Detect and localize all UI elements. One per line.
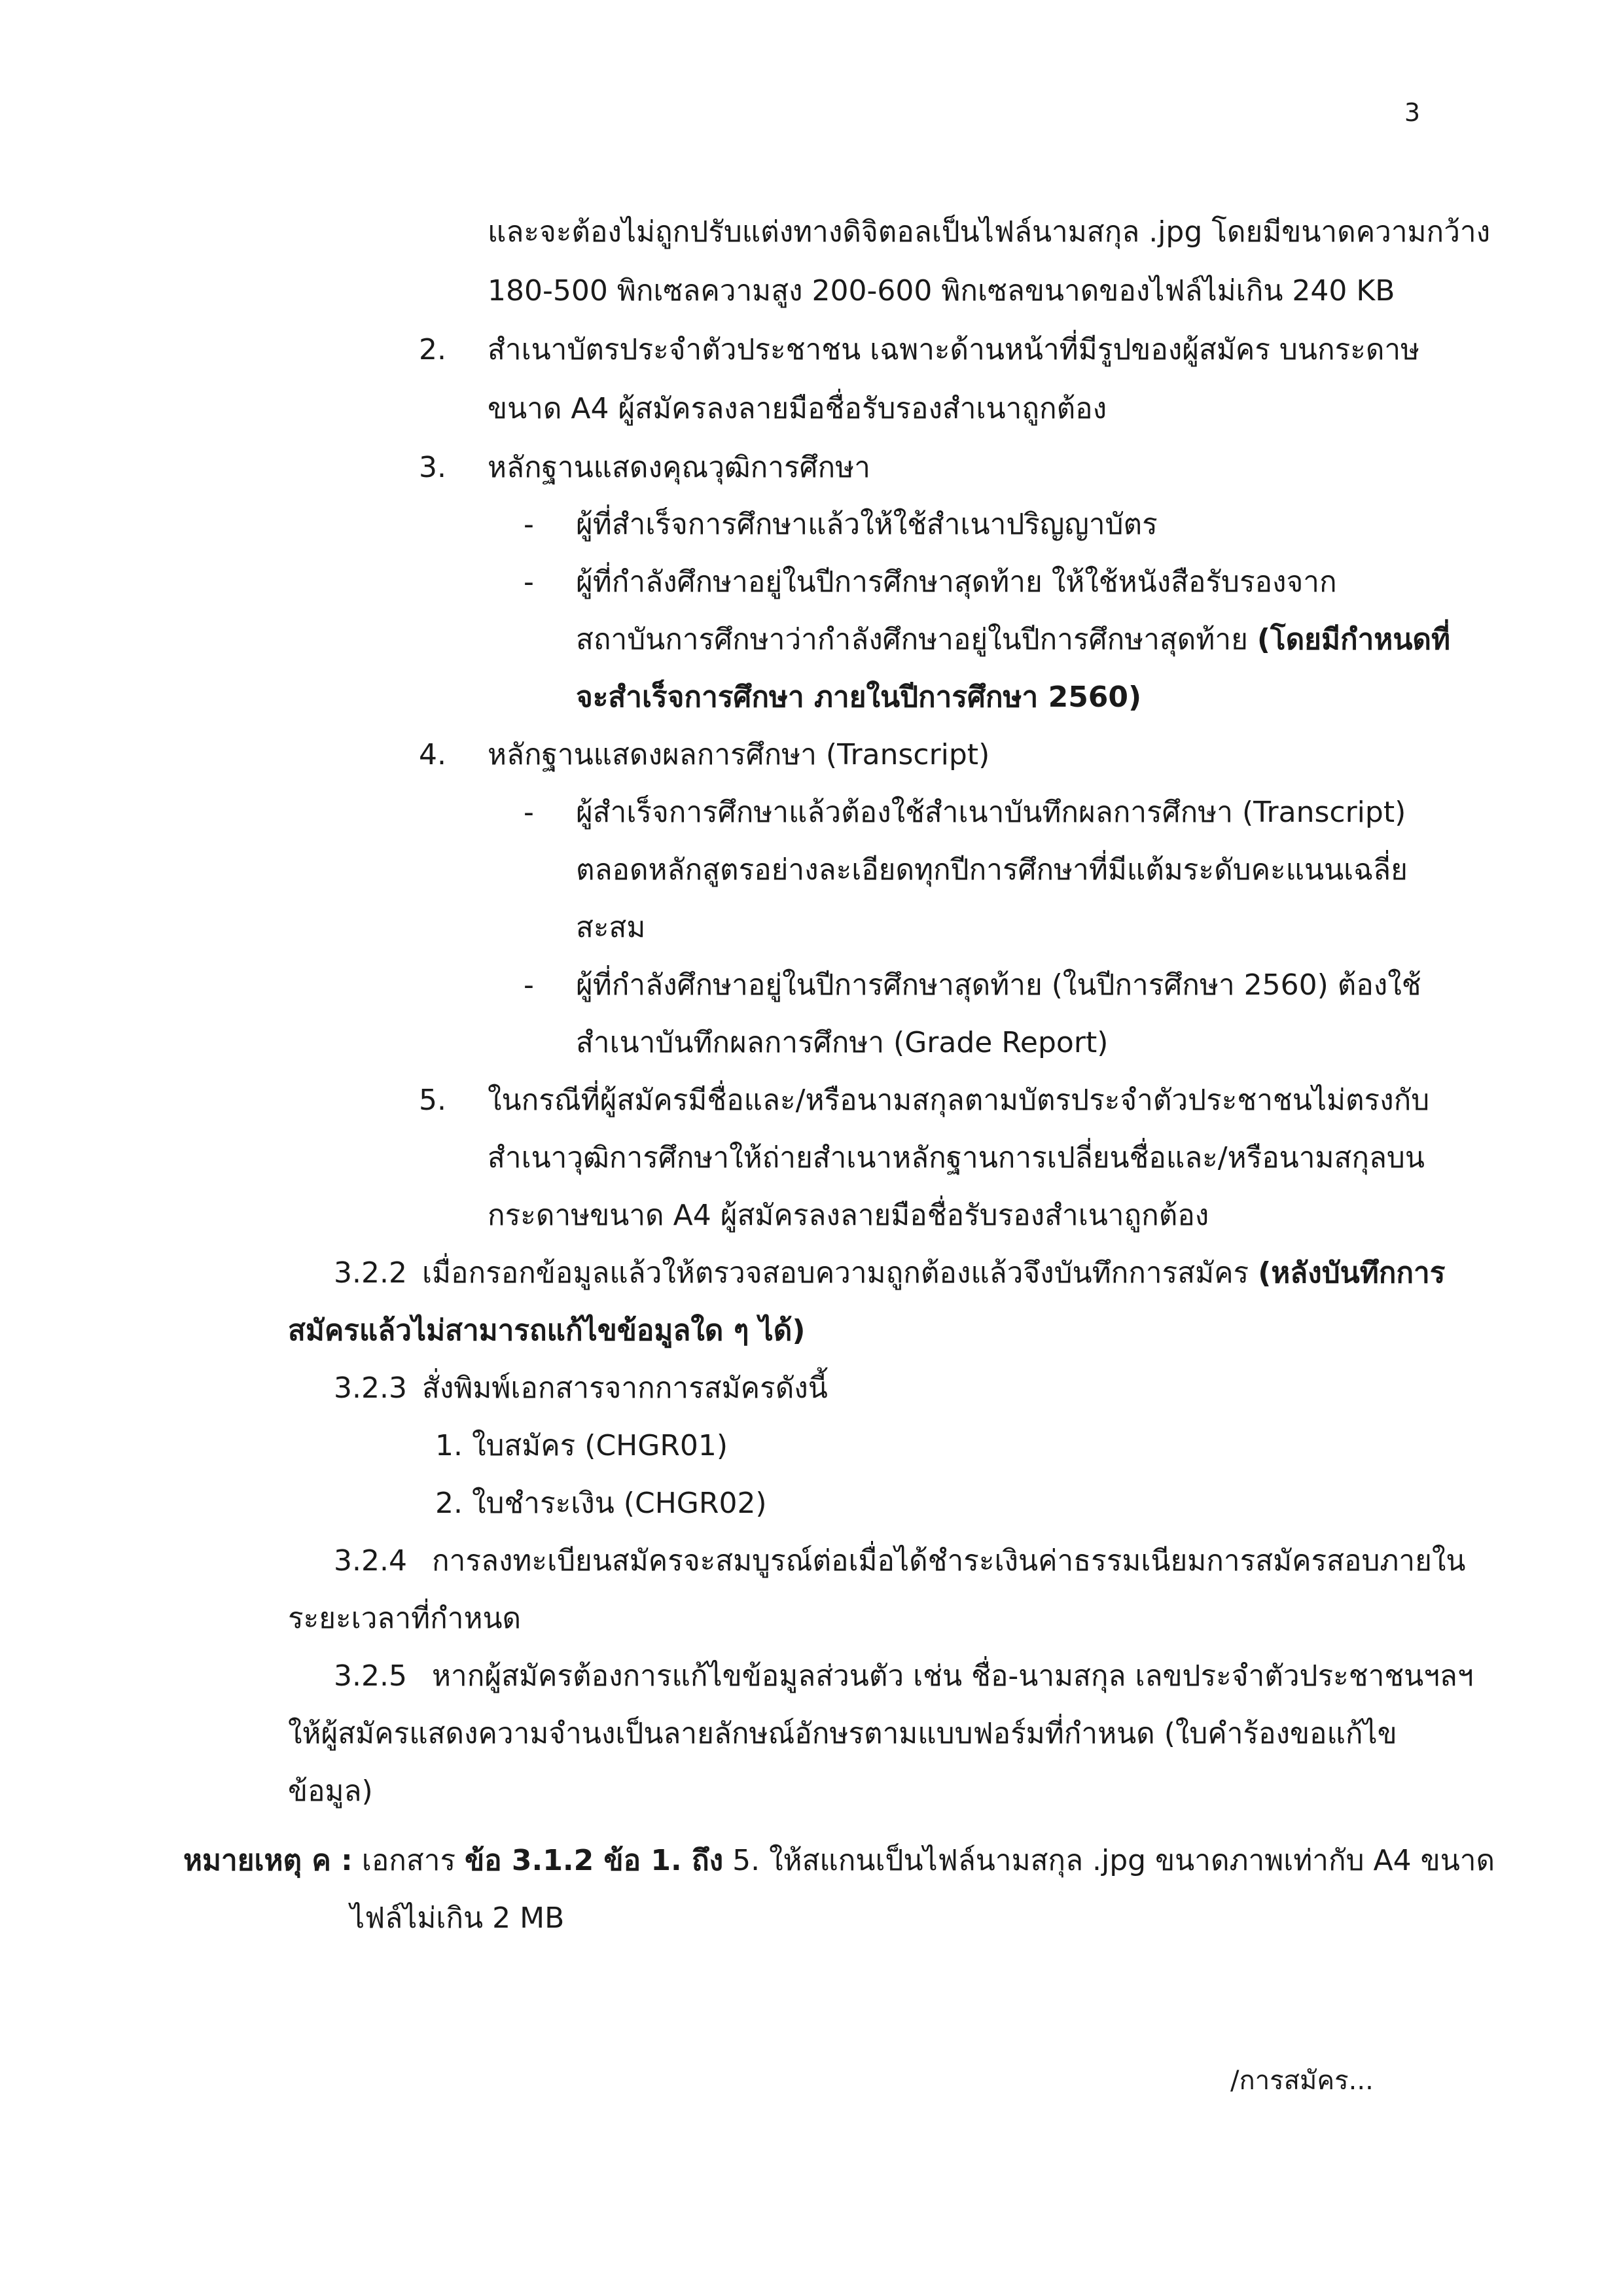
note-label: หมายเหตุ ค :	[183, 1844, 353, 1877]
item4-sub2-bullet: -	[524, 968, 534, 1002]
item3-sub2-line2-bold: (โดยมีกำหนดที่	[1257, 623, 1450, 656]
s325-number: 3.2.5	[334, 1659, 407, 1693]
item3-title: หลักฐานแสดงคุณวุฒิการศึกษา	[488, 451, 870, 484]
item4-sub1-line2: ตลอดหลักสูตรอย่างละเอียดทุกปีการศึกษาที่มีแต้มระดับคะแนนเฉลี่ย	[576, 853, 1408, 887]
item3-sub1: ผู้ที่สำเร็จการศึกษาแล้วให้ใช้สำเนาปริญญาบัตร	[576, 508, 1158, 541]
item3-sub2-line1: ผู้ที่กำลังศึกษาอยู่ในปีการศึกษาสุดท้าย ให้ใช้หนังสือรับรองจาก	[576, 565, 1337, 599]
item4-sub2-line1: ผู้ที่กำลังศึกษาอยู่ในปีการศึกษาสุดท้าย (ในปีการศึกษา 2560) ต้องใช้	[576, 968, 1421, 1002]
note-text-b: 5. ให้สแกนเป็นไฟล์นามสกุล .jpg ขนาดภาพเท่ากับ A4 ขนาด	[732, 1844, 1495, 1877]
s325-line1: หากผู้สมัครต้องการแก้ไขข้อมูลส่วนตัว เช่น ชื่อ-นามสกุล เลขประจำตัวประชาชนฯลฯ	[432, 1659, 1474, 1693]
s322-number: 3.2.2	[334, 1256, 407, 1290]
s322-text: เมื่อกรอกข้อมูลแล้วให้ตรวจสอบความถูกต้องแล้วจึงบันทึกการสมัคร	[422, 1256, 1249, 1290]
s322-line2	[288, 1311, 805, 1351]
note-line2: ไฟล์ไม่เกิน 2 MB	[350, 1901, 565, 1935]
note-line1	[183, 1841, 1495, 1881]
item2-line1: สำเนาบัตรประจำตัวประชาชน เฉพาะด้านหน้าที่มีรูปของผู้สมัคร บนกระดาษ	[488, 333, 1420, 366]
item3-sub2-line3	[576, 678, 1141, 717]
item5-line3: กระดาษขนาด A4 ผู้สมัครลงลายมือชื่อรับรองสำเนาถูกต้อง	[488, 1199, 1209, 1232]
item1-cont-line2: 180-500 พิกเซลความสูง 200-600 พิกเซลขนาดของไฟล์ไม่เกิน 240 KB	[488, 274, 1395, 308]
item5-line2: สำเนาวุฒิการศึกษาให้ถ่ายสำเนาหลักฐานการเปลี่ยนชื่อและ/หรือนามสกุลบน	[488, 1141, 1425, 1174]
item2-number: 2.	[419, 333, 446, 366]
item3-sub2-line2-text: สถาบันการศึกษาว่ากำลังศึกษาอยู่ในปีการศึกษาสุดท้าย	[576, 623, 1248, 656]
footer-continuation: /การสมัคร...	[1230, 2066, 1374, 2096]
item4-sub1-line3: สะสม	[576, 911, 646, 944]
item2-line2: ขนาด A4 ผู้สมัครลงลายมือชื่อรับรองสำเนาถูกต้อง	[488, 392, 1107, 425]
s324-line2: ระยะเวลาที่กำหนด	[288, 1602, 522, 1635]
item3-sub2-line2	[576, 620, 1450, 660]
s325-line2: ให้ผู้สมัครแสดงความจำนงเป็นลายลักษณ์อักษรตามแบบฟอร์มที่กำหนด (ใบคำร้องขอแก้ไข	[288, 1717, 1397, 1750]
item3-sub2-bullet: -	[524, 565, 534, 599]
item4-number: 4.	[419, 738, 446, 771]
s325-line3: ข้อมูล)	[288, 1775, 373, 1808]
item3-number: 3.	[419, 451, 446, 484]
item4-sub2-line2: สำเนาบันทึกผลการศึกษา (Grade Report)	[576, 1026, 1109, 1059]
s322-bold1: (หลังบันทึกการ	[1258, 1256, 1446, 1290]
item1-cont-line1: และจะต้องไม่ถูกปรับแต่งทางดิจิตอลเป็นไฟล์นามสกุล .jpg โดยมีขนาดความกว้าง	[488, 215, 1491, 249]
s324-line1: การลงทะเบียนสมัครจะสมบูรณ์ต่อเมื่อได้ชำระเงินค่าธรรมเนียมการสมัครสอบภายใน	[432, 1544, 1466, 1578]
note-text-a: เอกสาร	[361, 1844, 456, 1877]
s323-number: 3.2.3	[334, 1371, 407, 1405]
item3-sub1-bullet: -	[524, 508, 534, 541]
page-number: 3	[1404, 98, 1420, 127]
item4-sub1-bullet: -	[524, 796, 534, 829]
item5-number: 5.	[419, 1084, 446, 1117]
item3-sub2-line3-bold: จะสำเร็จการศึกษา ภายในปีการศึกษา 2560)	[576, 680, 1142, 714]
item5-line1: ในกรณีที่ผู้สมัครมีชื่อและ/หรือนามสกุลตามบัตรประจำตัวประชาชนไม่ตรงกับ	[488, 1084, 1430, 1117]
item4-sub1-line1: ผู้สำเร็จการศึกษาแล้วต้องใช้สำเนาบันทึกผลการศึกษา (Transcript)	[576, 796, 1406, 829]
s323-text: สั่งพิมพ์เอกสารจากการสมัครดังนี้	[422, 1371, 828, 1405]
item4-title: หลักฐานแสดงผลการศึกษา (Transcript)	[488, 738, 990, 771]
s323-item2: 2. ใบชำระเงิน (CHGR02)	[435, 1487, 767, 1520]
note-bold-a: ข้อ 3.1.2 ข้อ 1. ถึง	[465, 1844, 724, 1877]
s323-item1: 1. ใบสมัคร (CHGR01)	[435, 1429, 728, 1462]
s322-line1	[422, 1254, 1445, 1293]
s324-number: 3.2.4	[334, 1544, 407, 1578]
s322-bold2: สมัครแล้วไม่สามารถแก้ไขข้อมูลใด ๆ ได้)	[288, 1314, 806, 1347]
